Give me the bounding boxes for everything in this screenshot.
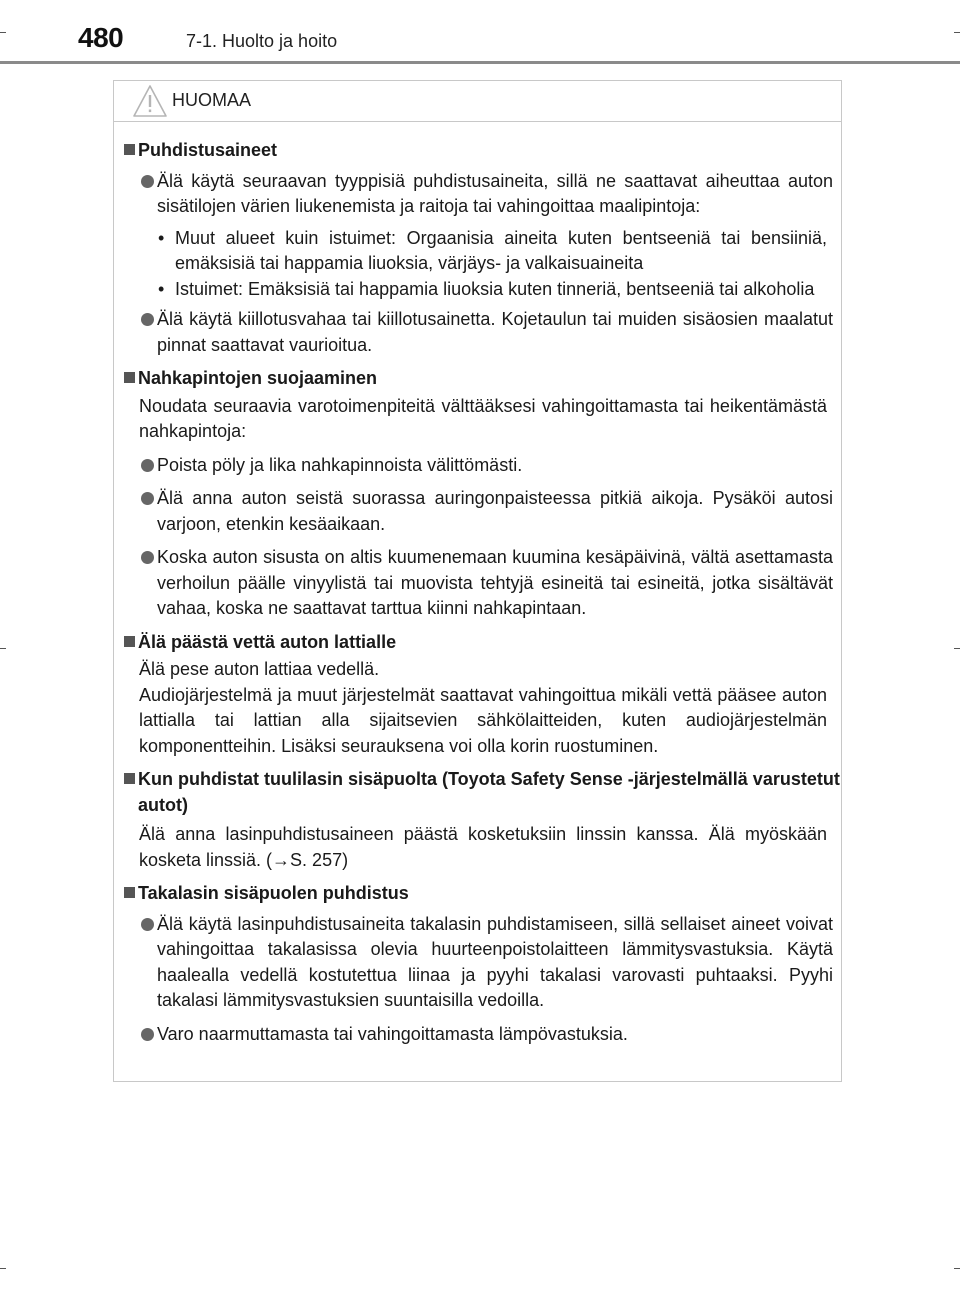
bullet-dot-icon [141, 551, 154, 564]
paragraph: Noudata seuraavia varotoimenpiteitä välttääksesi vahingoittamasta tai heikentämästä nahkapintoja: [139, 395, 827, 441]
notice-content [114, 130, 841, 1047]
bullet-dot-icon [141, 492, 154, 505]
section-heading: Puhdistusaineet [114, 138, 841, 164]
section-heading: Nahkapintojen suojaaminen [114, 366, 841, 392]
bullet-dot-icon [141, 313, 154, 326]
section-heading: Takalasin sisäpuolen puhdistus [114, 881, 841, 907]
notice-title: HUOMAA [172, 90, 252, 110]
list-item: Älä käytä kiillotusvahaa tai kiillotusainetta. Kojetaulun tai muiden sisäosien maalatut pinnat saattavat vaurioitua. [114, 307, 841, 358]
list-item: Älä anna auton seistä suorassa auringonpaisteessa pitkiä aikoja. Pysäköi autosi varjoon, etenkin kesäaikaan. [114, 486, 841, 537]
sub-bullet-marker: • [158, 278, 165, 299]
section-heading: Älä päästä vettä auton lattialle [114, 630, 841, 656]
bullet-dot-icon [141, 1028, 154, 1041]
bullet-dot-icon [141, 918, 154, 931]
square-marker-icon [124, 144, 135, 155]
warning-triangle-icon [132, 84, 168, 118]
square-marker-icon [124, 773, 135, 784]
list-item: Koska auton sisusta on altis kuumenemaan kuumina kesäpäivinä, vältä asettamasta verhoilun päälle vinyylistä tai muovista tehtyjä esineitä tai esineitä, jotka sisältävät vahaa, koska ne saattavat tarttua kiinni nahkapintaan. [114, 545, 841, 622]
section-heading: Kun puhdistat tuulilasin sisäpuolta (Toyota Safety Sense -järjestelmällä varustetut autot) [114, 767, 841, 818]
sub-bullet-marker: • [158, 227, 165, 248]
notice-box [113, 80, 842, 1082]
bullet-dot-icon [141, 175, 154, 188]
list-item: Varo naarmuttamasta tai vahingoittamasta lämpövastuksia. [114, 1022, 841, 1048]
square-marker-icon [124, 372, 135, 383]
list-item: Poista pöly ja lika nahkapinnoista välittömästi. [114, 453, 841, 479]
paragraph: Audiojärjestelmä ja muut järjestelmät saattavat vahingoittua mikäli vettä pääsee auton lattialla tai lattian alla sijaitsevien sähkölaitteiden, kuten audiojärjestelmän komponentteihin. Lisäksi seurauksena voi olla korin ruostuminen. [139, 684, 827, 756]
paragraph: Älä pese auton lattiaa vedellä. [139, 659, 380, 679]
paragraph: Älä anna lasinpuhdistusaineen päästä kosketuksiin linssin kanssa. Älä myöskään kosketa linssiä. (→S. 257) [139, 824, 827, 870]
crop-mark [954, 1268, 960, 1269]
list-item: Älä käytä lasinpuhdistusaineita takalasin puhdistamiseen, sillä sellaiset aineet voivat vahingoittaa takalasissa olevia huurteenpoistolaitteen lämmitysvastuksia. Käytä haalealla vedellä kostutettua liinaa ja pyyhi takalasi varovasti puhtaaksi. Pyyhi takalasi lämmitysvastuksien suuntaisilla vedoilla. [114, 912, 841, 1014]
square-marker-icon [124, 636, 135, 647]
list-item: Älä käytä seuraavan tyyppisiä puhdistusaineita, sillä ne saattavat aiheuttaa auton sisätilojen värien liukenemista ja raitoja tai vahingoittaa maalipintoja: [114, 169, 841, 220]
header-rule [0, 61, 960, 64]
crop-mark [954, 648, 960, 649]
square-marker-icon [124, 887, 135, 898]
bullet-dot-icon [141, 459, 154, 472]
page-number: 480 [78, 22, 124, 53]
page-header [0, 0, 960, 70]
section-title: 7-1. Huolto ja hoito [186, 31, 338, 51]
sub-list-item: • Istuimet: Emäksisiä tai happamia liuoksia kuten tinneriä, bentseeniä tai alkoholia [114, 277, 841, 303]
crop-mark [0, 1268, 6, 1269]
crop-mark [0, 648, 6, 649]
notice-header [114, 81, 841, 122]
sub-list-item: • Muut alueet kuin istuimet: Orgaanisia aineita kuten bentseeniä tai bensiiniä, emäksisiä tai happamia liuoksia, värjäys- ja valkaisuaineita [158, 227, 827, 273]
